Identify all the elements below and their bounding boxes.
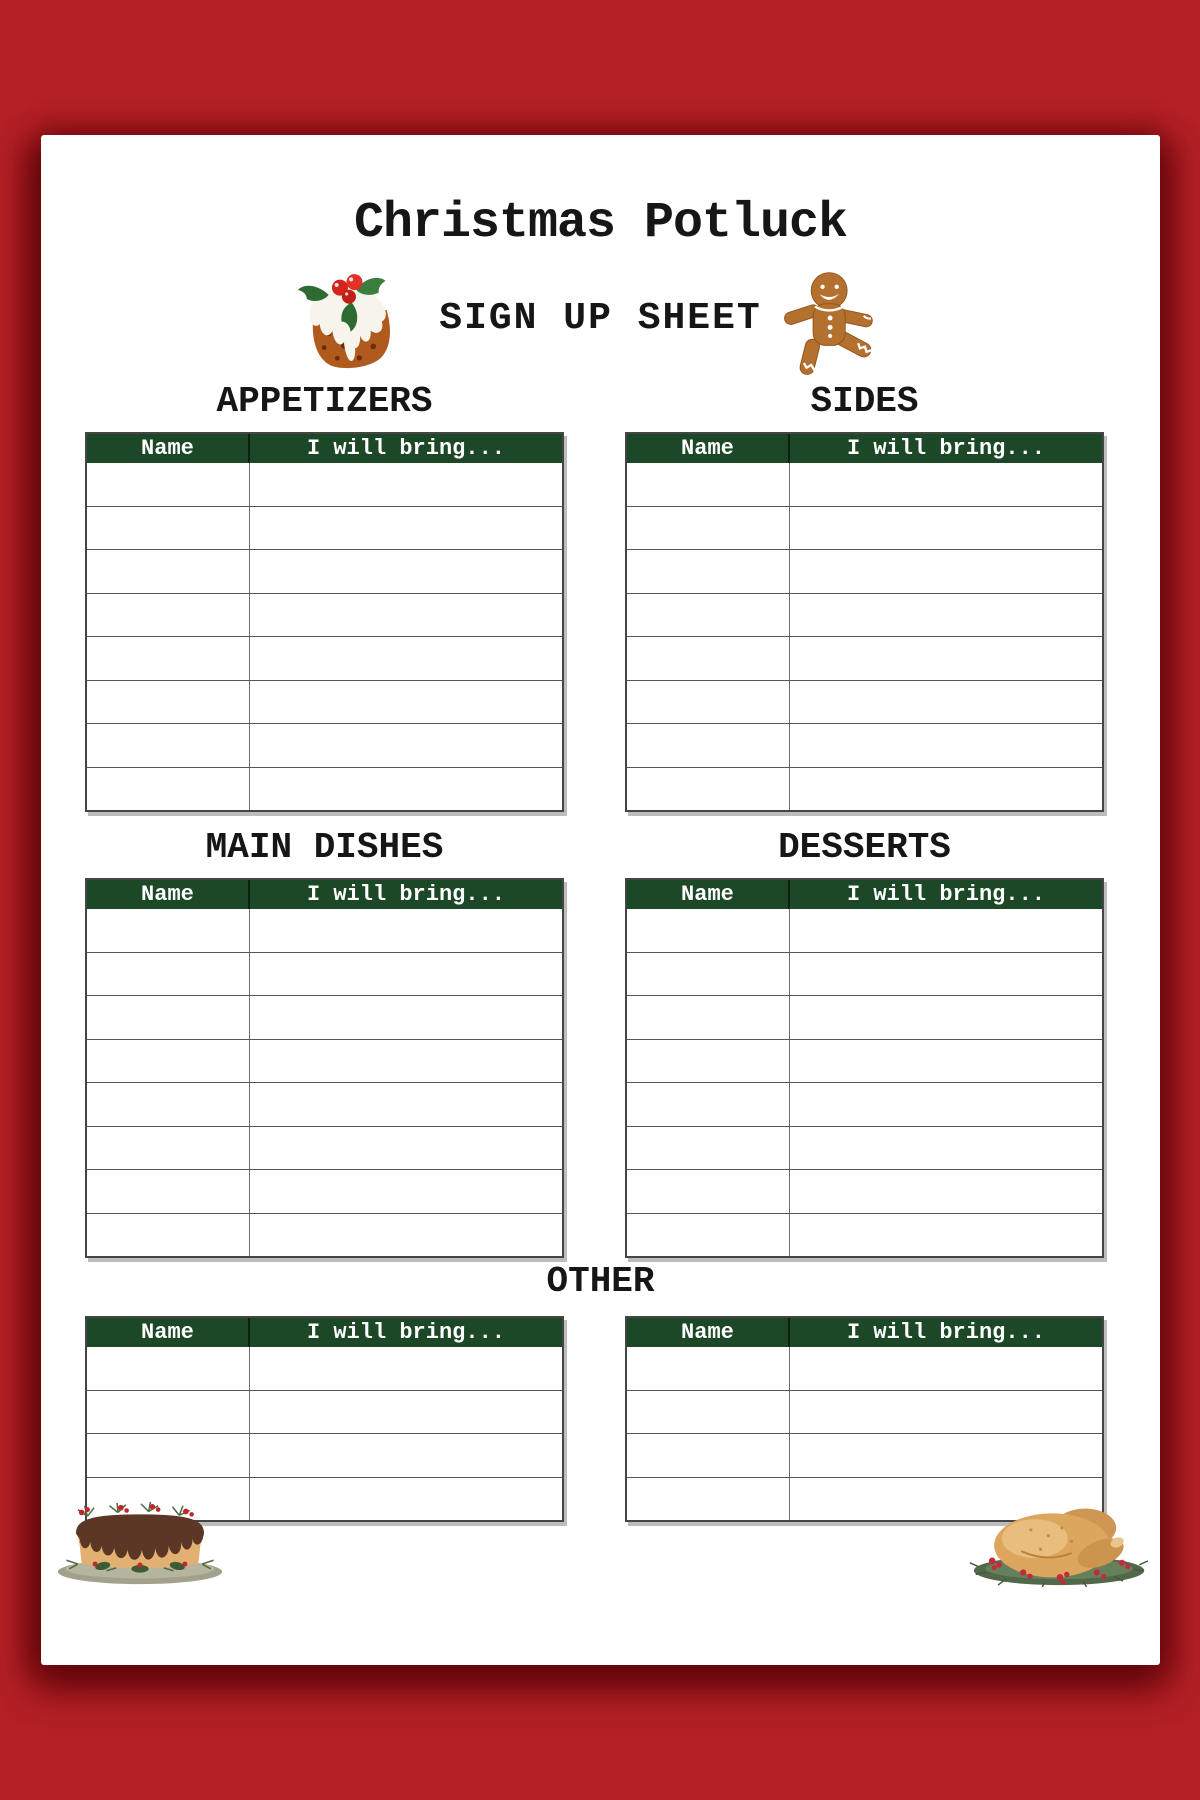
main-dishes-table bbox=[85, 878, 564, 1258]
signup-row bbox=[627, 723, 1102, 767]
signup-row bbox=[87, 1390, 562, 1434]
page-subtitle: SIGN UP SHEET bbox=[439, 297, 762, 340]
column-header-name: Name bbox=[627, 880, 790, 909]
name-cell[interactable] bbox=[627, 594, 790, 637]
bring-cell[interactable] bbox=[250, 996, 562, 1039]
name-cell[interactable] bbox=[627, 1040, 790, 1083]
name-cell[interactable] bbox=[627, 953, 790, 996]
bring-cell[interactable] bbox=[250, 909, 562, 952]
signup-row bbox=[87, 506, 562, 550]
name-cell[interactable] bbox=[627, 1434, 790, 1477]
signup-row bbox=[87, 593, 562, 637]
column-header-name: Name bbox=[87, 1318, 250, 1347]
bring-cell[interactable] bbox=[790, 1347, 1102, 1390]
bring-cell[interactable] bbox=[250, 1127, 562, 1170]
section-title-desserts: DESSERTS bbox=[778, 827, 951, 868]
bring-cell[interactable] bbox=[250, 1434, 562, 1477]
name-cell[interactable] bbox=[87, 996, 250, 1039]
sign-up-sheet-page bbox=[41, 135, 1160, 1665]
signup-row bbox=[87, 723, 562, 767]
name-cell[interactable] bbox=[87, 1170, 250, 1213]
bring-cell[interactable] bbox=[790, 953, 1102, 996]
bring-cell[interactable] bbox=[250, 1170, 562, 1213]
column-header-bring: I will bring... bbox=[846, 882, 1045, 907]
signup-row bbox=[627, 909, 1102, 952]
bring-cell[interactable] bbox=[250, 1478, 562, 1521]
name-cell[interactable] bbox=[627, 996, 790, 1039]
name-cell[interactable] bbox=[87, 681, 250, 724]
page-title: Christmas Potluck bbox=[353, 195, 848, 252]
name-cell[interactable] bbox=[87, 594, 250, 637]
signup-row bbox=[87, 995, 562, 1039]
signup-row bbox=[627, 1347, 1102, 1390]
name-cell[interactable] bbox=[627, 1214, 790, 1257]
name-cell[interactable] bbox=[627, 1170, 790, 1213]
sides-rows bbox=[627, 463, 1102, 810]
bring-cell[interactable] bbox=[250, 681, 562, 724]
table-header-row bbox=[87, 1318, 562, 1347]
bring-cell[interactable] bbox=[250, 1040, 562, 1083]
sides-table bbox=[625, 432, 1104, 812]
signup-row bbox=[627, 1039, 1102, 1083]
appetizers-rows bbox=[87, 463, 562, 810]
column-header-bring: I will bring... bbox=[846, 1320, 1045, 1345]
name-cell[interactable] bbox=[87, 724, 250, 767]
table-header-row bbox=[627, 434, 1102, 463]
desserts-table bbox=[625, 878, 1104, 1258]
column-header-bring: I will bring... bbox=[846, 436, 1045, 461]
bring-cell[interactable] bbox=[790, 1127, 1102, 1170]
bring-cell[interactable] bbox=[790, 637, 1102, 680]
name-cell[interactable] bbox=[87, 463, 250, 506]
bring-cell[interactable] bbox=[790, 594, 1102, 637]
bring-cell[interactable] bbox=[250, 550, 562, 593]
column-header-bring: I will bring... bbox=[306, 882, 505, 907]
signup-row bbox=[87, 1347, 562, 1390]
name-cell[interactable] bbox=[627, 463, 790, 506]
other-left-table bbox=[85, 1316, 564, 1522]
desserts-rows bbox=[627, 909, 1102, 1256]
other-right-table bbox=[625, 1316, 1104, 1522]
signup-row bbox=[87, 1433, 562, 1477]
other-left-rows bbox=[87, 1347, 562, 1520]
signup-row bbox=[87, 549, 562, 593]
name-cell[interactable] bbox=[87, 768, 250, 811]
signup-row bbox=[627, 463, 1102, 506]
bring-cell[interactable] bbox=[250, 1083, 562, 1126]
bring-cell[interactable] bbox=[250, 594, 562, 637]
name-cell[interactable] bbox=[87, 1040, 250, 1083]
bring-cell[interactable] bbox=[250, 1391, 562, 1434]
name-cell[interactable] bbox=[627, 768, 790, 811]
name-cell[interactable] bbox=[87, 637, 250, 680]
column-header-bring: I will bring... bbox=[306, 1320, 505, 1345]
signup-row bbox=[627, 995, 1102, 1039]
signup-row bbox=[87, 1213, 562, 1257]
roast-turkey-icon bbox=[967, 1495, 1151, 1587]
bring-cell[interactable] bbox=[250, 507, 562, 550]
name-cell[interactable] bbox=[87, 1127, 250, 1170]
name-cell[interactable] bbox=[627, 507, 790, 550]
signup-row bbox=[627, 636, 1102, 680]
section-title-other: OTHER bbox=[546, 1261, 655, 1302]
name-cell[interactable] bbox=[627, 550, 790, 593]
section-title-sides: SIDES bbox=[810, 381, 919, 422]
bring-cell[interactable] bbox=[790, 463, 1102, 506]
signup-row bbox=[87, 952, 562, 996]
signup-row bbox=[627, 1126, 1102, 1170]
name-cell[interactable] bbox=[87, 550, 250, 593]
signup-row bbox=[627, 1390, 1102, 1434]
bring-cell[interactable] bbox=[790, 724, 1102, 767]
signup-row bbox=[87, 909, 562, 952]
bring-cell[interactable] bbox=[250, 724, 562, 767]
name-cell[interactable] bbox=[87, 1391, 250, 1434]
name-cell[interactable] bbox=[627, 909, 790, 952]
name-cell[interactable] bbox=[627, 724, 790, 767]
bring-cell[interactable] bbox=[250, 953, 562, 996]
signup-row bbox=[627, 680, 1102, 724]
bring-cell[interactable] bbox=[250, 1214, 562, 1257]
bring-cell[interactable] bbox=[790, 909, 1102, 952]
name-cell[interactable] bbox=[87, 1347, 250, 1390]
bring-cell[interactable] bbox=[250, 463, 562, 506]
main-dishes-rows bbox=[87, 909, 562, 1256]
yule-log-cake-icon bbox=[49, 1501, 231, 1587]
bring-cell[interactable] bbox=[790, 1040, 1102, 1083]
signup-row bbox=[87, 680, 562, 724]
name-cell[interactable] bbox=[627, 1127, 790, 1170]
signup-row bbox=[627, 506, 1102, 550]
section-title-appetizers: APPETIZERS bbox=[216, 381, 433, 422]
column-header-bring: I will bring... bbox=[306, 436, 505, 461]
name-cell[interactable] bbox=[627, 1391, 790, 1434]
name-cell[interactable] bbox=[87, 1083, 250, 1126]
christmas-pudding-icon bbox=[298, 271, 398, 371]
name-cell[interactable] bbox=[627, 1478, 790, 1521]
gingerbread-man-icon bbox=[780, 267, 884, 385]
table-header-row bbox=[627, 1318, 1102, 1347]
bring-cell[interactable] bbox=[250, 637, 562, 680]
signup-row bbox=[627, 767, 1102, 811]
name-cell[interactable] bbox=[627, 1347, 790, 1390]
name-cell[interactable] bbox=[627, 637, 790, 680]
column-header-name: Name bbox=[627, 1318, 790, 1347]
signup-row bbox=[627, 1082, 1102, 1126]
bring-cell[interactable] bbox=[790, 768, 1102, 811]
section-title-main-dishes: MAIN DISHES bbox=[205, 827, 444, 868]
bring-cell[interactable] bbox=[790, 681, 1102, 724]
table-header-row bbox=[627, 880, 1102, 909]
signup-row bbox=[627, 593, 1102, 637]
bring-cell[interactable] bbox=[790, 550, 1102, 593]
bring-cell[interactable] bbox=[790, 996, 1102, 1039]
appetizers-table bbox=[85, 432, 564, 812]
signup-row bbox=[87, 1082, 562, 1126]
bring-cell[interactable] bbox=[250, 768, 562, 811]
table-header-row bbox=[87, 434, 562, 463]
signup-row bbox=[87, 767, 562, 811]
signup-row bbox=[627, 952, 1102, 996]
name-cell[interactable] bbox=[87, 1434, 250, 1477]
column-header-name: Name bbox=[87, 434, 250, 463]
signup-row bbox=[627, 549, 1102, 593]
table-header-row bbox=[87, 880, 562, 909]
name-cell[interactable] bbox=[627, 1083, 790, 1126]
signup-row bbox=[87, 1039, 562, 1083]
bring-cell[interactable] bbox=[250, 1347, 562, 1390]
bring-cell[interactable] bbox=[790, 1214, 1102, 1257]
signup-row bbox=[627, 1169, 1102, 1213]
column-header-name: Name bbox=[627, 434, 790, 463]
bring-cell[interactable] bbox=[790, 1434, 1102, 1477]
name-cell[interactable] bbox=[87, 1214, 250, 1257]
signup-row bbox=[87, 463, 562, 506]
name-cell[interactable] bbox=[87, 507, 250, 550]
signup-row bbox=[87, 636, 562, 680]
column-header-name: Name bbox=[87, 880, 250, 909]
name-cell[interactable] bbox=[627, 681, 790, 724]
signup-row bbox=[627, 1213, 1102, 1257]
signup-row bbox=[87, 1169, 562, 1213]
bring-cell[interactable] bbox=[790, 1391, 1102, 1434]
bring-cell[interactable] bbox=[790, 507, 1102, 550]
name-cell[interactable] bbox=[87, 909, 250, 952]
name-cell[interactable] bbox=[87, 953, 250, 996]
bring-cell[interactable] bbox=[790, 1083, 1102, 1126]
signup-row bbox=[627, 1433, 1102, 1477]
signup-row bbox=[87, 1126, 562, 1170]
bring-cell[interactable] bbox=[790, 1170, 1102, 1213]
